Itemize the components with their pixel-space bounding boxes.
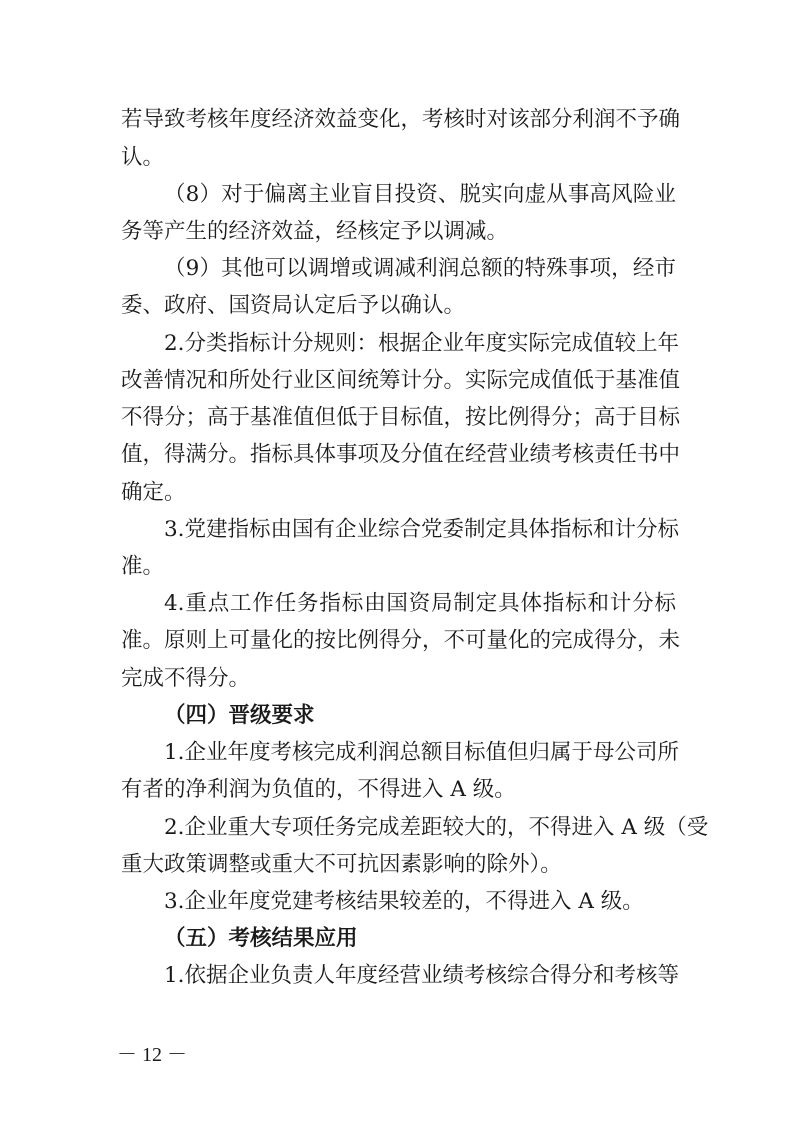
text-line: 4.重点工作任务指标由国资局制定具体指标和计分标 bbox=[164, 591, 676, 616]
text-line: 1.企业年度考核完成利润总额目标值但归属于母公司所 bbox=[164, 740, 680, 765]
section-heading: （五）考核结果应用 bbox=[164, 926, 358, 951]
text-line: 有者的净利润为负值的，不得进入 A 级。 bbox=[121, 777, 516, 802]
text-line: 3.党建指标由国有企业综合党委制定具体指标和计分标 bbox=[164, 517, 680, 542]
text-line: 2.分类指标计分规则：根据企业年度实际完成值较上年 bbox=[164, 331, 680, 356]
text-line: 确定。 bbox=[121, 480, 186, 505]
text-line: 委、政府、国资局认定后予以确认。 bbox=[121, 293, 466, 318]
text-line: 3.企业年度党建考核结果较差的，不得进入 A 级。 bbox=[164, 889, 644, 914]
text-line: （9）其他可以调增或调减利润总额的特殊事项，经市 bbox=[164, 256, 676, 281]
text-line: （8）对于偏离主业盲目投资、脱实向虚从事高风险业 bbox=[164, 182, 676, 207]
text-line: 认。 bbox=[121, 145, 165, 170]
text-line: 2.企业重大专项任务完成差距较大的，不得进入 A 级（受 bbox=[164, 815, 709, 840]
text-line: 完成不得分。 bbox=[121, 666, 251, 691]
text-line: 若导致考核年度经济效益变化，考核时对该部分利润不予确 bbox=[121, 107, 681, 132]
page-number: － 12 － bbox=[117, 1044, 187, 1066]
text-line: 值，得满分。指标具体事项及分值在经营业绩考核责任书中 bbox=[121, 442, 681, 467]
text-line: 准。 bbox=[121, 554, 165, 579]
text-line: 1.依据企业负责人年度经营业绩考核综合得分和考核等 bbox=[164, 963, 680, 988]
text-line: 准。原则上可量化的按比例得分，不可量化的完成得分，未 bbox=[121, 628, 681, 653]
text-line: 务等产生的经济效益，经核定予以调减。 bbox=[121, 219, 509, 244]
section-heading: （四）晋级要求 bbox=[164, 703, 315, 728]
text-line: 重大政策调整或重大不可抗因素影响的除外）。 bbox=[121, 852, 562, 877]
text-line: 不得分；高于基准值但低于目标值，按比例得分；高于目标 bbox=[121, 405, 681, 430]
text-line: 改善情况和所处行业区间统筹计分。实际完成值低于基准值 bbox=[121, 368, 681, 393]
